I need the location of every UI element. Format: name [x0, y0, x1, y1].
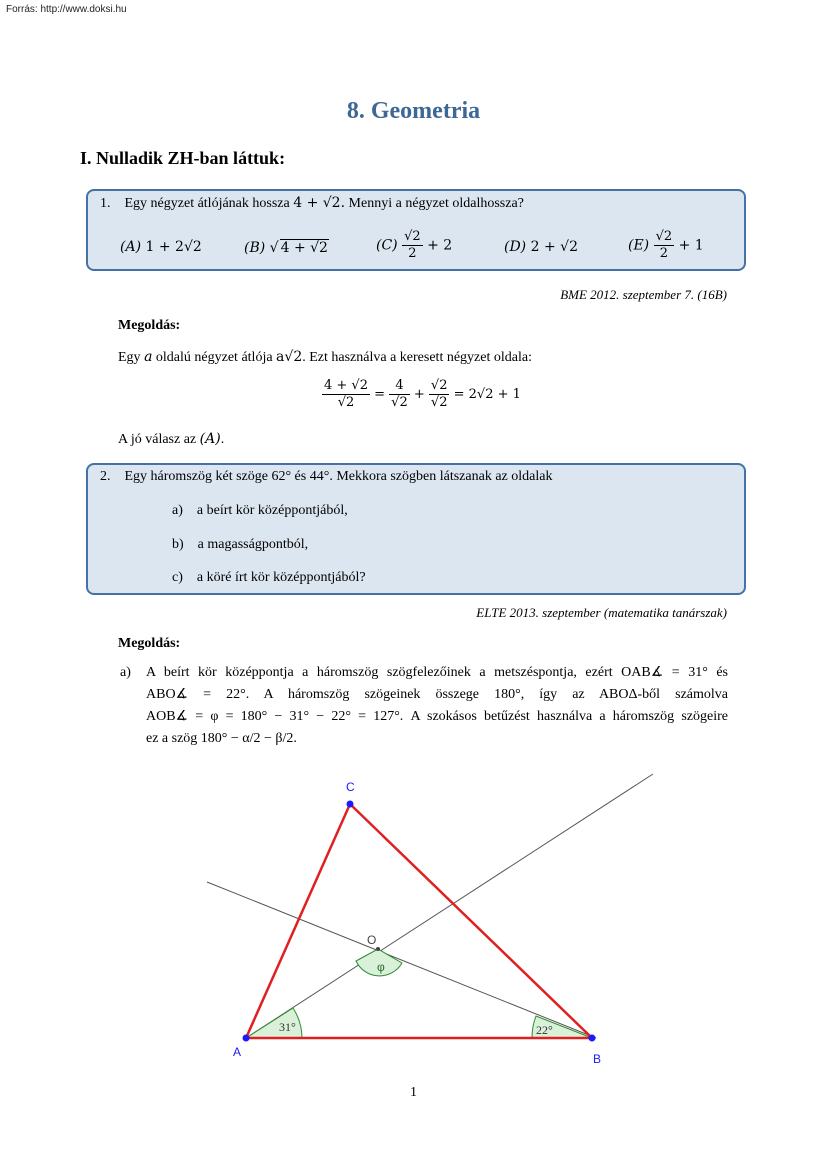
option-d-value: 2 + √2 — [530, 239, 578, 255]
solution-1-text-a: Egy — [118, 350, 145, 365]
problem-1-text-a: Egy négyzet átlójának hossza — [124, 196, 294, 211]
label-o: O — [367, 933, 377, 947]
option-e-num: √2 — [655, 229, 673, 244]
option-a-value: 1 + 2√2 — [145, 239, 202, 255]
solution-2a-line-2: ABO∡ = 22°. A háromszög szögeinek összege 180°, így az ABOΔ-ből számolva — [146, 687, 728, 702]
option-b-label: (B) — [244, 240, 266, 256]
problem-2-number: 2. — [100, 469, 111, 484]
eq-f2-num: 4 — [389, 378, 410, 395]
solution-2-label: Megoldás: — [118, 636, 181, 651]
option-c-den: 2 — [408, 246, 417, 261]
item-a-text: a beírt kör középpontjából, — [196, 503, 348, 518]
source-line: Forrás: http://www.doksi.hu — [6, 4, 127, 15]
answer-text: A jó válasz az — [118, 432, 200, 447]
item-c-label: c) — [172, 570, 183, 585]
problem-1-reference: BME 2012. szeptember 7. (16B) — [560, 287, 727, 302]
point-b — [589, 1035, 596, 1042]
option-c-num: √2 — [404, 229, 421, 244]
item-b-label: b) — [172, 537, 184, 552]
problem-2-reference: ELTE 2013. szeptember (matematika tanárszak) — [476, 605, 727, 620]
solution-2a-label: a) — [120, 665, 131, 680]
label-a: A — [233, 1045, 242, 1059]
eq-f2-den: √2 — [391, 395, 408, 410]
triangle-abc — [246, 804, 592, 1038]
solution-2a-line-3: AOB∡ = φ = 180° − 31° − 22° = 127°. A szokásos betűzést használva a háromszög szögeire — [146, 709, 728, 724]
point-o — [376, 947, 380, 951]
option-d-label: (D) — [504, 239, 527, 255]
option-c-label: (C) — [376, 237, 398, 254]
option-e-label: (E) — [628, 237, 650, 254]
option-e-tail: + 1 — [678, 237, 704, 254]
bisector-from-b — [207, 882, 596, 1038]
eq-equals: = — [374, 387, 386, 402]
item-a-label: a) — [172, 503, 183, 518]
solution-1-text-b: oldalú négyzet átlója — [152, 350, 277, 365]
option-b: (B) √ 4 + √2 — [244, 240, 328, 256]
option-b-value: 4 + √2 — [280, 240, 328, 256]
item-b-text: a magasságpontból, — [197, 537, 309, 552]
bisector-from-a — [246, 774, 653, 1038]
option-e-den: 2 — [659, 246, 669, 261]
eq-f3-den: √2 — [430, 395, 448, 410]
label-c: C — [346, 780, 355, 794]
solution-1-label: Megoldás: — [118, 318, 181, 333]
option-c-tail: + 2 — [427, 237, 453, 254]
problem-2-text: Egy háromszög két szöge 62° és 44°. Mekkora szögben látszanak az oldalak — [124, 469, 553, 484]
eq-f3-num: √2 — [430, 378, 448, 393]
answer-choice: (A) — [199, 431, 221, 447]
answer-period: . — [220, 432, 225, 447]
problem-1-number: 1. — [100, 196, 111, 211]
label-b: B — [593, 1052, 602, 1066]
page-number: 1 — [410, 1085, 417, 1100]
eq-f1-den: √2 — [337, 395, 355, 410]
solution-1-text-c: . Ezt használva a keresett négyzet oldala: — [302, 350, 532, 365]
item-c-text: a köré írt kör középpontjából? — [196, 570, 366, 585]
angle-a-label: 31° — [279, 1020, 296, 1034]
point-a — [243, 1035, 250, 1042]
solution-1-expr: a√2 — [276, 349, 303, 365]
eq-result: = 2√2 + 1 — [453, 387, 521, 402]
eq-plus: + — [413, 387, 425, 402]
section-heading: I. Nulladik ZH-ban láttuk: — [80, 148, 286, 168]
problem-1-text-b: Mennyi a négyzet oldalhossza? — [345, 196, 524, 211]
problem-1-expr: 4 + √2. — [293, 195, 346, 211]
page-title: 8. Geometria — [346, 98, 481, 124]
solution-1-var: a — [144, 349, 153, 365]
solution-2a-line-1: A beírt kör középpontja a háromszög szögfelezőinek a metszéspontja, ezért OAB∡ = 31° és — [146, 665, 728, 680]
angle-o-label: φ — [377, 960, 385, 974]
option-a-label: (A) — [120, 239, 142, 255]
point-c — [347, 801, 354, 808]
angle-b-label: 22° — [536, 1023, 553, 1037]
eq-f1-num: 4 + √2 — [324, 378, 368, 393]
solution-2a-line-4: ez a szög 180° − α/2 − β/2. — [146, 731, 297, 746]
